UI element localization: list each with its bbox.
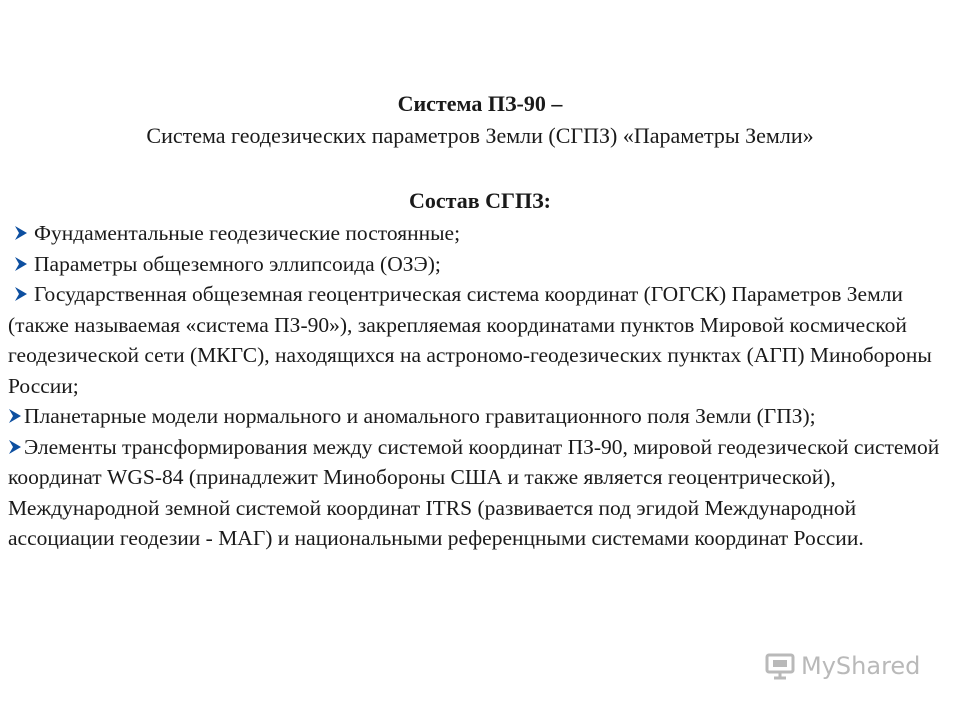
- list-item-text: Планетарные модели нормального и аномального гравитационного поля Земли (ГПЗ);: [24, 404, 816, 428]
- list-item-text: Фундаментальные геодезические постоянные;: [34, 221, 461, 245]
- arrow-bullet-icon: [14, 256, 28, 272]
- presentation-icon: [765, 652, 795, 680]
- title-line-1: Система ПЗ-90 –: [397, 91, 563, 116]
- list-item-text: Параметры общеземного эллипсоида (ОЗЭ);: [34, 251, 441, 276]
- arrow-bullet-icon: [14, 286, 28, 302]
- title-line-2: Система геодезических параметров Земли (СГПЗ) «Параметры Земли»: [146, 123, 814, 148]
- list-item: [8, 401, 948, 432]
- list-item-text: Элементы трансформирования между системой координат ПЗ-90, мировой геодезической системой координат WGS-84 (принадлежит Минобороны США и также является геоцентрической), Международной земной системой координат ITRS (развивается под эгидой Международной ассоциации геодезии - МАГ) и национальными референцными системами координат России.: [8, 434, 940, 550]
- composition-heading: Состав СГПЗ:: [408, 188, 552, 213]
- watermark-text: MyShared: [801, 652, 921, 680]
- list-item: [8, 279, 948, 401]
- arrow-bullet-icon: [8, 408, 22, 424]
- list-item: [8, 218, 948, 249]
- list-item-text: Государственная общеземная геоцентрическая система координат (ГОГСК) Параметров Земли (также называемая «система ПЗ-90»), закрепляемая координатами пунктов Мировой космической геодезической сети (МКГС), находящихся на астрономо-геодезических пунктах (АГП) Минобороны России;: [8, 282, 932, 398]
- watermark: [765, 652, 920, 680]
- arrow-bullet-icon: [8, 439, 22, 455]
- list-item: [8, 249, 948, 280]
- list-item: [8, 432, 948, 554]
- composition-list: [8, 218, 948, 554]
- arrow-bullet-icon: [14, 225, 28, 241]
- slide-title: [0, 88, 960, 152]
